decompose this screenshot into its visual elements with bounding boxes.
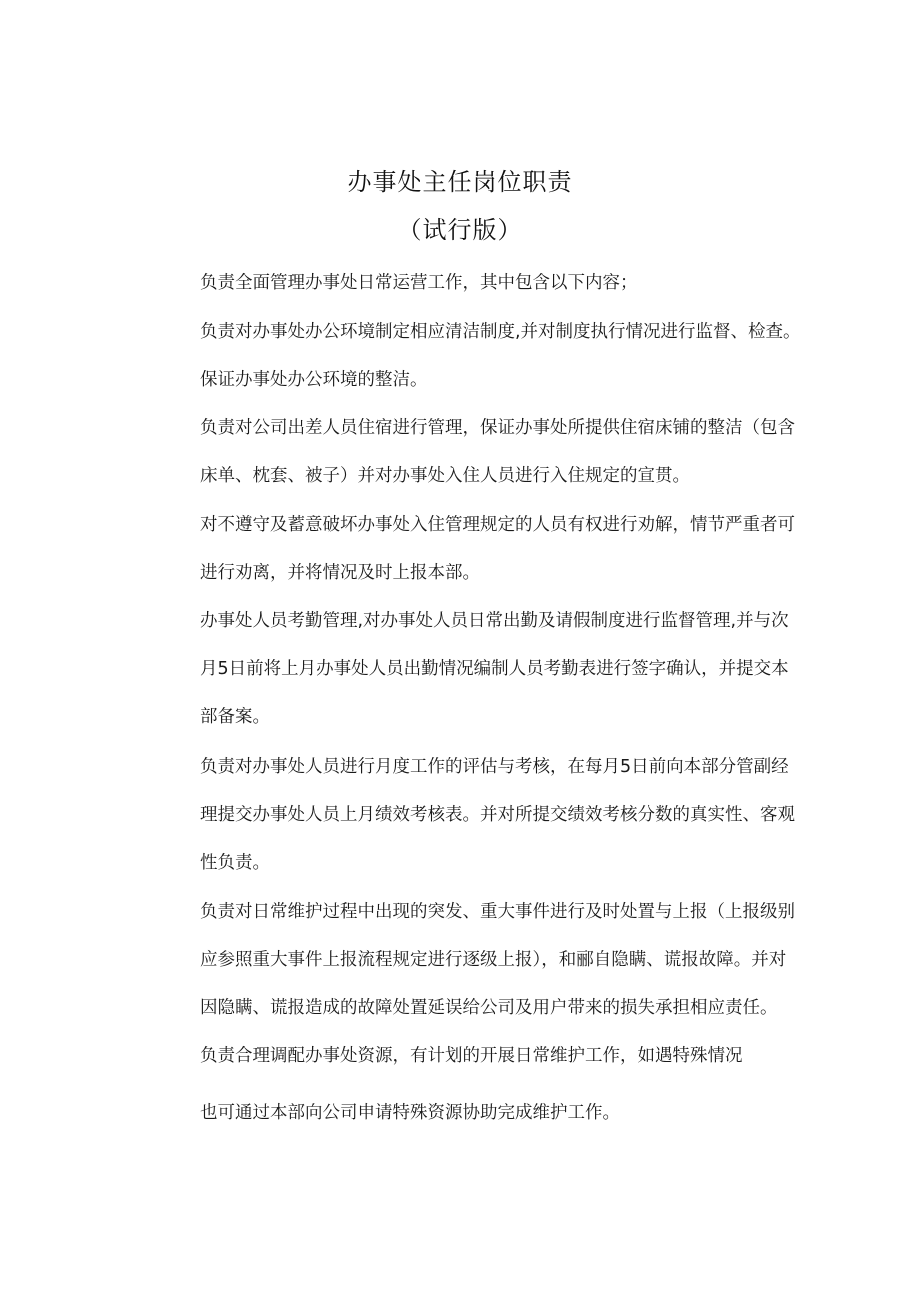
body-line: 月5日前将上月办事处人员出勤情况编制人员考勤表进行签字确认，并提交本	[200, 659, 789, 679]
body-line: 因隐瞒、谎报造成的故障处置延误给公司及用户带来的损失承担相应责任。	[200, 998, 778, 1018]
page-subtitle: （试行版）	[397, 216, 523, 244]
body-line: 负责对办事处办公环境制定相应清洁制度,并对制度执行情况进行监督、检查。	[200, 322, 801, 342]
body-line: 负责对办事处人员进行月度工作的评估与考核，在每月5日前向本部分管副经	[200, 757, 789, 777]
body-line: 性负责。	[200, 853, 270, 873]
body-line: 负责全面管理办事处日常运营工作，其中包含以下内容；	[200, 273, 638, 293]
body-line: 也可通过本部向公司申请特殊资源协助完成维护工作。	[200, 1103, 620, 1123]
body-line: 床单、枕套、被子）并对办事处入住人员进行入住规定的宣贯。	[200, 466, 690, 486]
body-line: 负责对日常维护过程中出现的突发、重大事件进行及时处置与上报（上报级别	[200, 902, 795, 922]
page-title: 办事处主任岗位职责	[347, 168, 573, 196]
body-line: 负责对公司出差人员住宿进行管理，保证办事处所提供住宿床铺的整洁（包含	[200, 418, 795, 438]
body-line: 负责合理调配办事处资源，有计划的开展日常维护工作，如遇特殊情况	[200, 1046, 743, 1066]
body-line: 对不遵守及蓄意破坏办事处入住管理规定的人员有权进行劝解，情节严重者可	[200, 515, 795, 535]
body-line: 部备案。	[200, 707, 270, 727]
body-line: 办事处人员考勤管理,对办事处人员日常出勤及请假制度进行监督管理,并与次	[200, 611, 789, 631]
body-line: 理提交办事处人员上月绩效考核表。并对所提交绩效考核分数的真实性、客观	[200, 805, 795, 825]
body-line: 进行劝离，并将情况及时上报本部。	[200, 563, 480, 583]
body-line: 保证办事处办公环境的整洁。	[200, 370, 428, 390]
body-line: 应参照重大事件上报流程规定进行逐级上报），和郦自隐瞒、谎报故障。并对	[200, 950, 787, 970]
